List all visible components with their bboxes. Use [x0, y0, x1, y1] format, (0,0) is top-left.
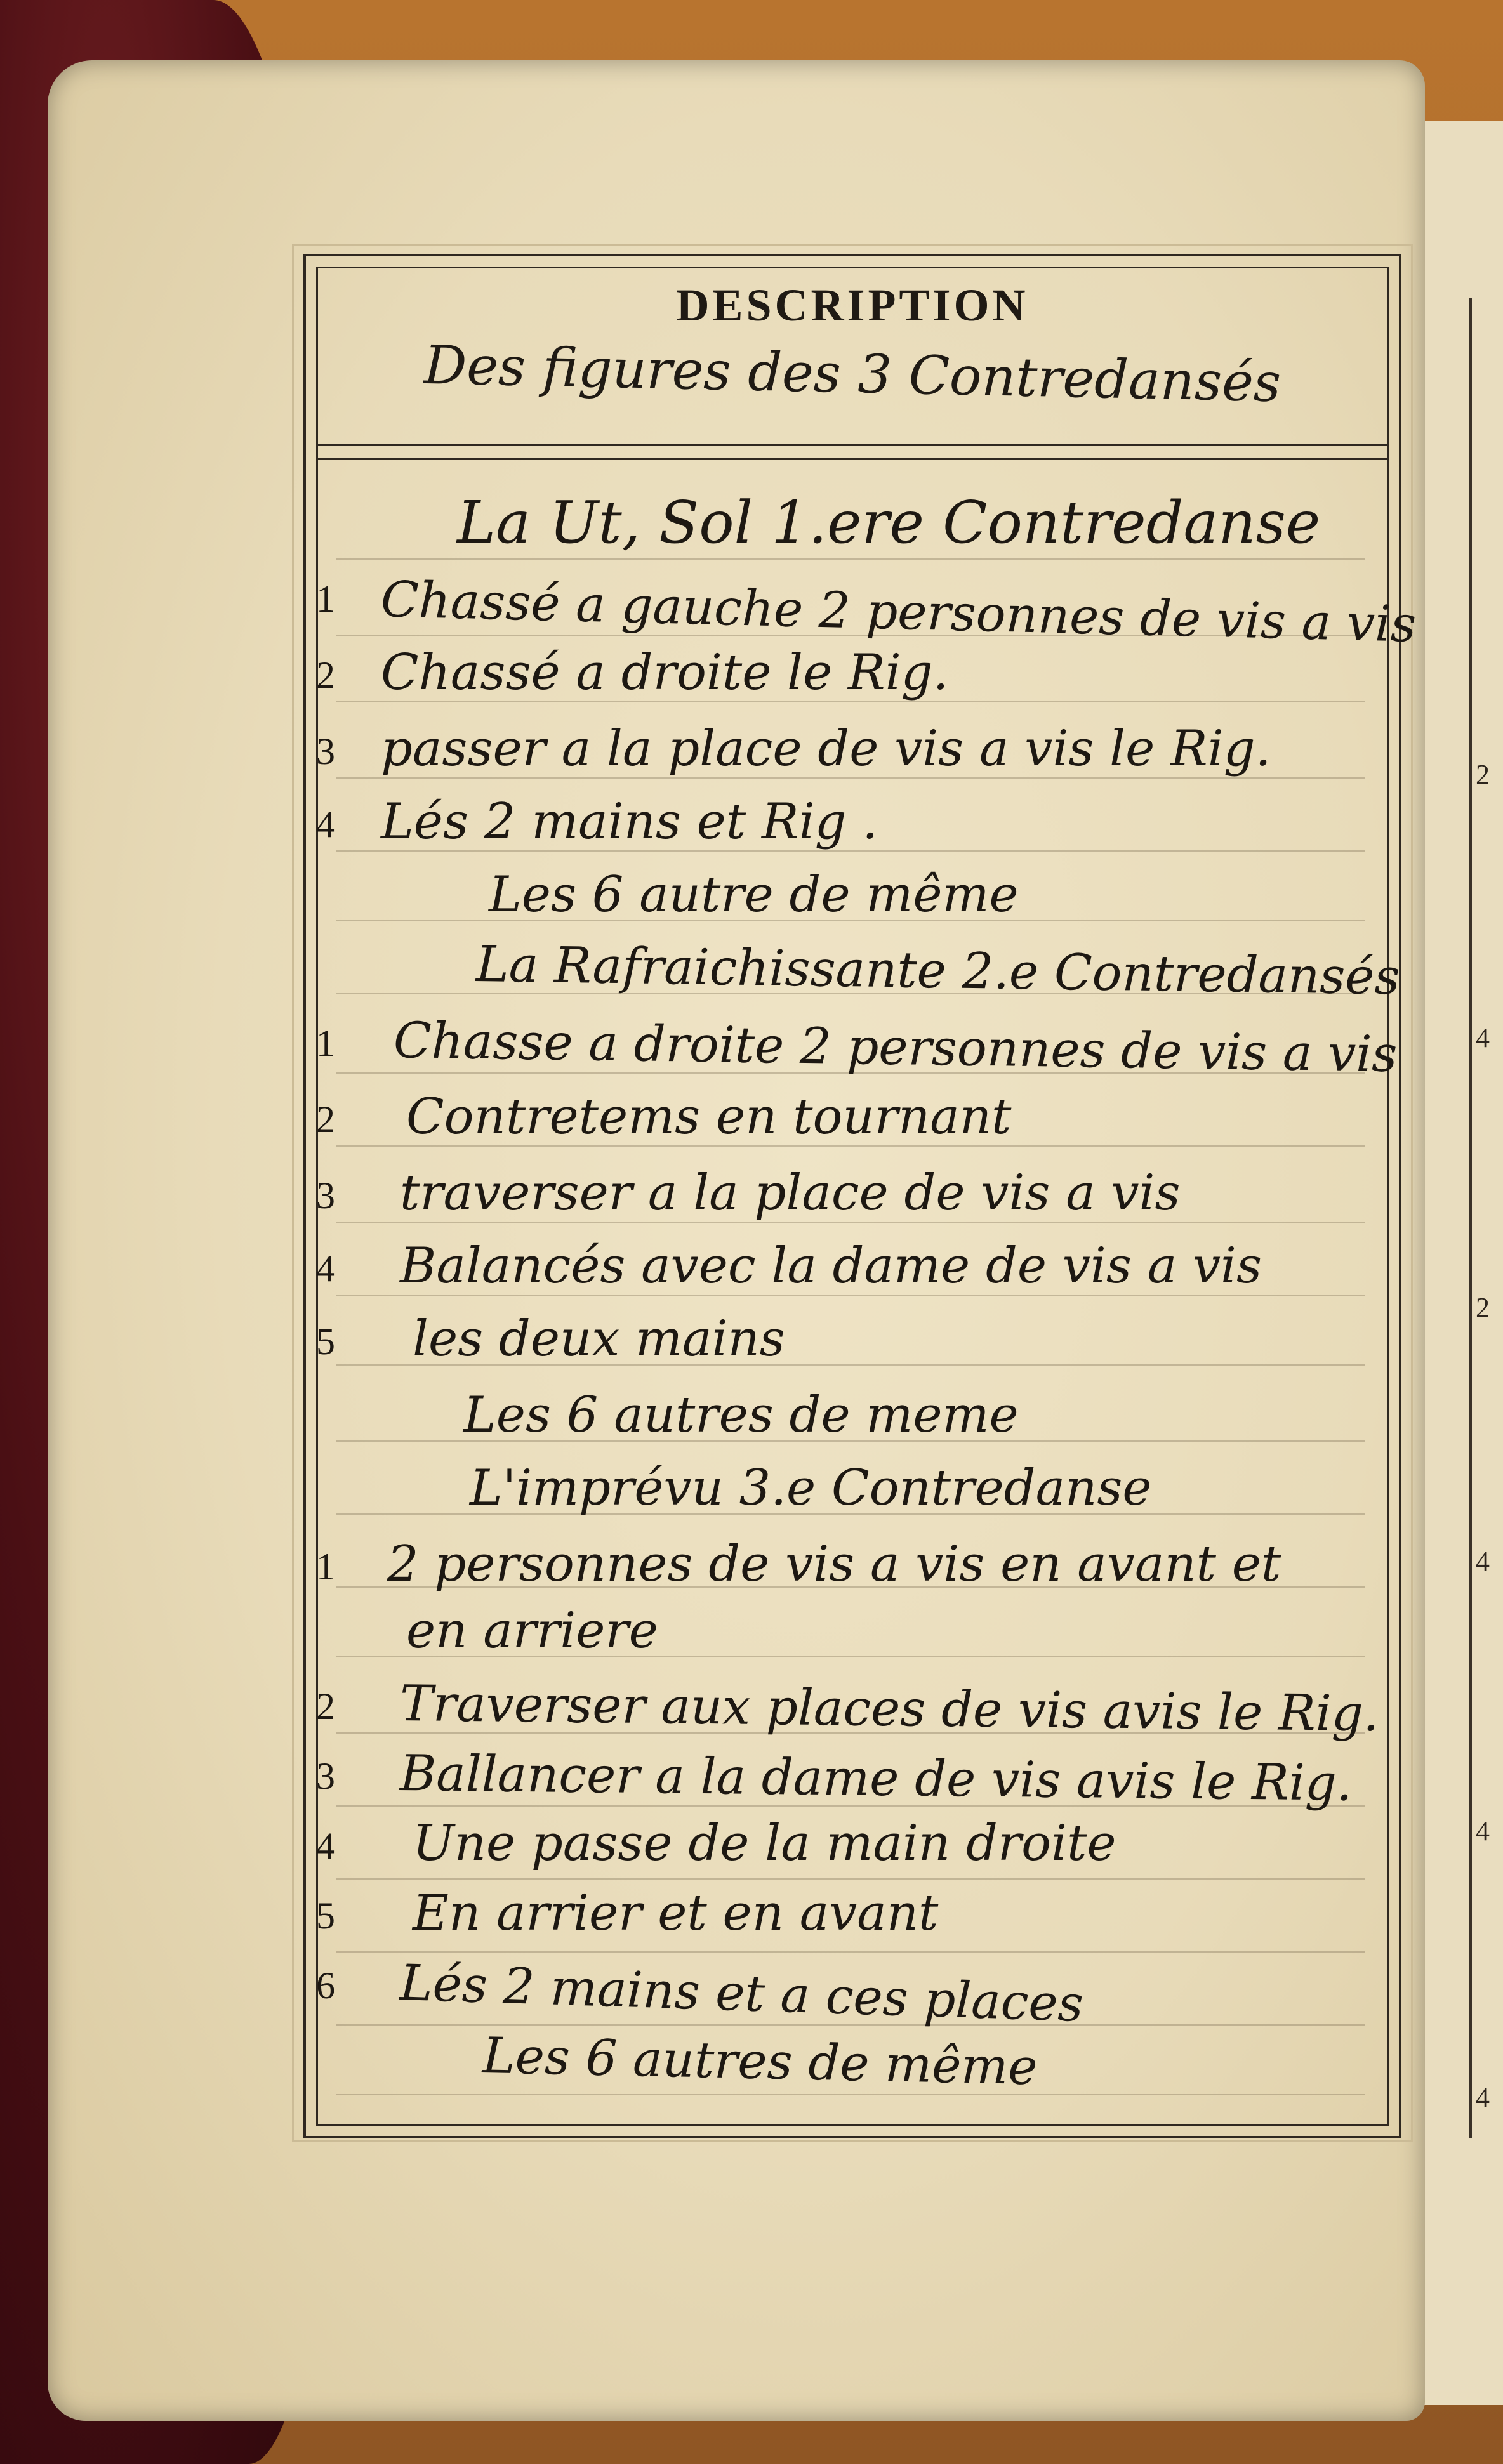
ruled-line [336, 1878, 1365, 1880]
step-number: 2 [316, 1098, 335, 1140]
step-number: 1 [316, 578, 335, 620]
step-text: En arrier et en avant [413, 1885, 939, 1942]
step-number: 2 [316, 654, 335, 696]
step-text: Une passe de la main droite [413, 1815, 1116, 1872]
page-subtitle: Des figures des 3 Contredansés [423, 333, 1282, 414]
step-text: en arriere [406, 1602, 658, 1659]
step-number: 2 [316, 1685, 335, 1727]
step-number: 6 [316, 1965, 335, 2006]
ruled-line [336, 2094, 1365, 2095]
dance-title: La Rafraichissante 2.e Contredansés [475, 936, 1401, 1006]
dance-title: L'imprévu 3.e Contredanse [470, 1459, 1152, 1517]
ruled-line [336, 558, 1365, 560]
header-divider [316, 444, 1389, 446]
ruled-line [336, 850, 1365, 852]
facing-page-number: 2 [1476, 1292, 1490, 1323]
step-text: les deux mains [413, 1310, 785, 1367]
dance-title: La Ut, Sol 1.ere Contredanse [457, 489, 1321, 557]
ruled-line [336, 701, 1365, 702]
dance-closing: Les 6 autre de même [489, 866, 1019, 923]
ruled-line [336, 1951, 1365, 1953]
facing-page-frame [1469, 298, 1503, 2138]
dance-closing: Les 6 autres de meme [463, 1387, 1019, 1444]
ruled-line [336, 777, 1365, 779]
ruled-line [336, 1295, 1365, 1296]
step-text: Chassé a gauche 2 personnes de vis a vis [380, 571, 1417, 654]
step-text: traverser a la place de vis a vis [400, 1164, 1181, 1222]
step-number: 5 [316, 1895, 335, 1937]
step-number: 4 [316, 1825, 335, 1867]
step-number: 4 [316, 1248, 335, 1289]
step-text: Balancés avec la dame de vis a vis [400, 1237, 1262, 1295]
step-number: 3 [316, 1175, 335, 1216]
dance-closing: Les 6 autres de même [482, 2027, 1038, 2097]
step-number: 3 [316, 1755, 335, 1797]
step-text: Contretems en tournant [406, 1088, 1012, 1145]
step-text: 2 personnes de vis a vis en avant et [387, 1536, 1281, 1593]
ruled-line [336, 1145, 1365, 1147]
step-number: 3 [316, 730, 335, 772]
step-text: Chassé a droite le Rig. [381, 644, 949, 701]
facing-page-number: 4 [1476, 1022, 1490, 1053]
step-text: Ballancer a la dame de vis avis le Rig. [399, 1745, 1353, 1812]
step-number: 4 [316, 803, 335, 845]
facing-page-number: 4 [1476, 1815, 1490, 1847]
step-number: 1 [316, 1022, 335, 1064]
step-text: Chasse a droite 2 personnes de vis a vis [393, 1012, 1398, 1084]
facing-page-number: 4 [1476, 2082, 1490, 2113]
facing-page-number: 2 [1476, 759, 1490, 790]
step-text: Lés 2 mains et Rig . [381, 793, 878, 850]
facing-page-number: 4 [1476, 1546, 1490, 1577]
header-divider [316, 458, 1389, 460]
step-number: 5 [316, 1321, 335, 1362]
ruled-line [336, 1222, 1365, 1223]
step-text: passer a la place de vis a vis le Rig. [381, 720, 1271, 777]
step-text: Traverser aux places de vis avis le Rig. [399, 1675, 1379, 1743]
page-title: DESCRIPTION [676, 280, 1029, 331]
step-number: 1 [316, 1546, 335, 1588]
step-text: Lés 2 mains et a ces places [399, 1954, 1085, 2033]
